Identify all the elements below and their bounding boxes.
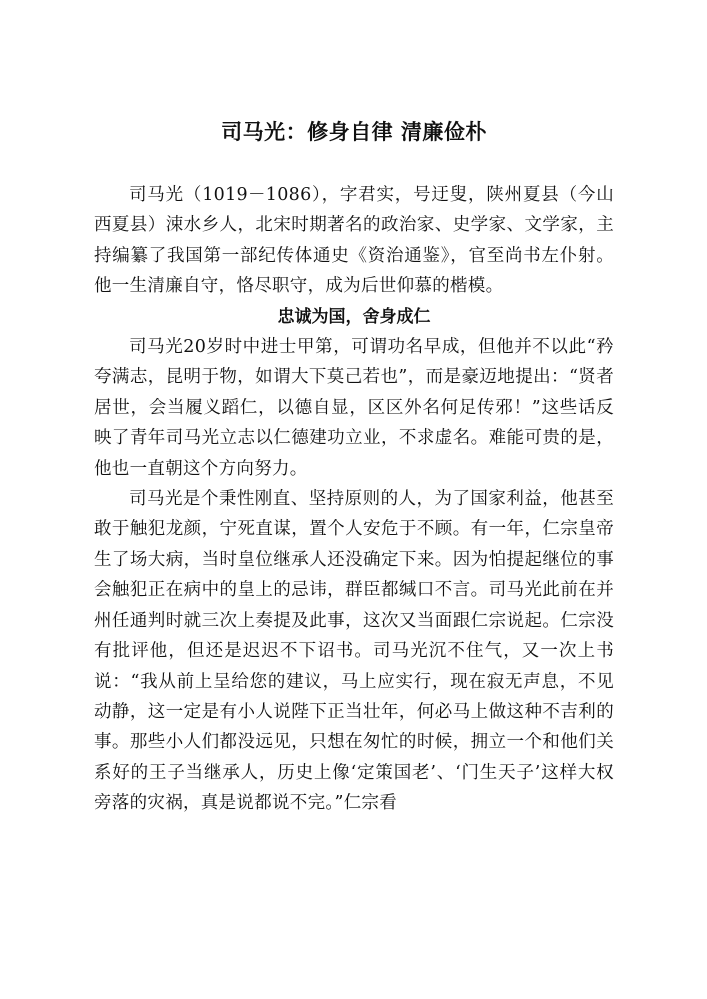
- body-paragraph-1: 司马光20岁时中进士甲第，可谓功名早成，但他并不以此“矜夸满志，昆明于物，如谓大下莫己若也”，而是豪迈地提出：“贤者居世，会当履义蹈仁，以德自显，区区外名何足传邪！”这些话反映了青年司马光立志以仁德建功立业，不求虚名。难能可贵的是，他也一直朝这个方向努力。: [94, 337, 614, 479]
- document-page: [94, 108, 614, 819]
- document-title: 司马光：修身自律 清廉俭朴: [221, 120, 487, 144]
- intro-paragraph: 司马光（1019－1086），字君实，号迂叟，陕州夏县（今山西夏县）涑水乡人，北宋时期著名的政治家、史学家、文学家，主持编纂了我国第一部纪传体通史《资治通鉴》，官至尚书左仆射。他一生清廉自守，恪尽职守，成为后世仰慕的楷模。: [94, 185, 614, 297]
- body-paragraph-2: 司马光是个秉性刚直、坚持原则的人，为了国家利益，他甚至敢于触犯龙颜，宁死直谋，置个人安危于不顾。有一年，仁宗皇帝生了场大病，当时皇位继承人还没确定下来。因为怕提起继位的事会触犯正在病中的皇上的忌讳，群臣都缄口不言。司马光此前在并州任通判时就三次上奏提及此事，这次又当面跟仁宗说起。仁宗没有批评他，但还是迟迟不下诏书。司马光沉不住气，又一次上书说：“我从前上呈给您的建议，马上应实行，现在寂无声息，不见动静，这一定是有小人说陛下正当壮年，何必马上做这种不吉利的事。那些小人们都没远见，只想在匆忙的时候，拥立一个和他们关系好的王子当继承人，历史上像‘定策国老’、‘门生天子’这样大权旁落的灾祸，真是说都说不完。”仁宗看: [94, 489, 614, 814]
- section-heading: 忠诚为国，舍身成仁: [277, 306, 431, 327]
